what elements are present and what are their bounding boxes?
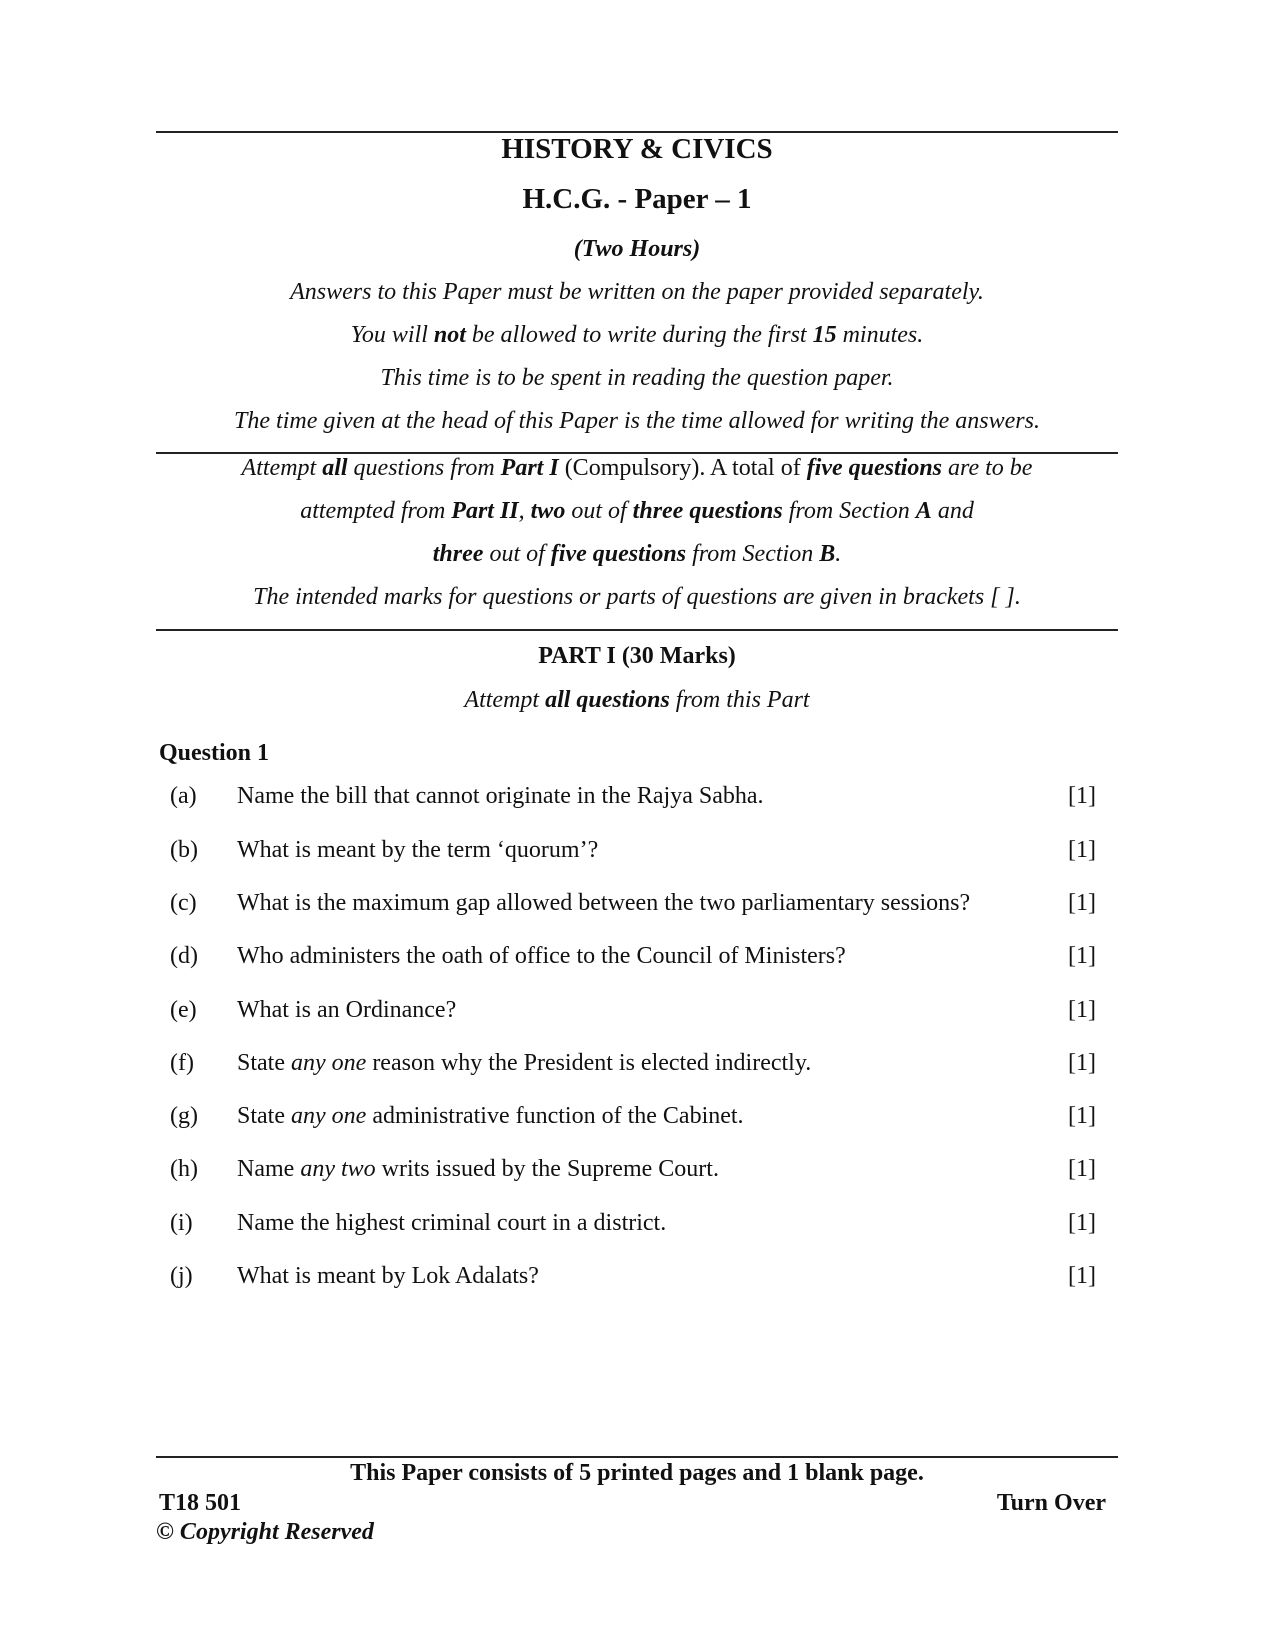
- item-text: State any one reason why the President is elected indirectly.: [237, 1050, 812, 1076]
- question-item: [156, 1210, 1118, 1242]
- item-marks: [1]: [1068, 783, 1096, 809]
- question-item: [156, 997, 1118, 1029]
- item-label: (j): [170, 1263, 193, 1289]
- duration: (Two Hours): [573, 236, 701, 262]
- item-marks: [1]: [1068, 1210, 1096, 1236]
- part-subtitle: Attempt all questions from this Part: [464, 687, 810, 713]
- instructions-rule: [156, 452, 1118, 454]
- question-item: [156, 943, 1118, 975]
- item-marks: [1]: [1068, 1103, 1096, 1129]
- item-text: What is an Ordinance?: [237, 997, 457, 1023]
- item-text: What is meant by Lok Adalats?: [237, 1263, 539, 1289]
- question-item: [156, 1050, 1118, 1082]
- item-label: (b): [170, 837, 198, 863]
- question-item: [156, 1263, 1118, 1295]
- instruction-line-2: You will not be allowed to write during the first 15 minutes.: [350, 322, 924, 348]
- question-item: [156, 1156, 1118, 1188]
- item-label: (h): [170, 1156, 198, 1182]
- question-item: [156, 1103, 1118, 1135]
- page-count-note: This Paper consists of 5 printed pages and 1 blank page.: [350, 1460, 924, 1486]
- question-item: [156, 890, 1118, 922]
- question-item: [156, 837, 1118, 869]
- copyright: © Copyright Reserved: [156, 1519, 374, 1545]
- attempt-line-4: The intended marks for questions or parts of questions are given in brackets [ ].: [253, 584, 1021, 610]
- attempt-line-1: Attempt all questions from Part I (Compulsory). A total of five questions are to be: [241, 455, 1033, 481]
- item-text: What is the maximum gap allowed between the two parliamentary sessions?: [237, 890, 971, 916]
- item-label: (c): [170, 890, 197, 916]
- item-text: State any one administrative function of the Cabinet.: [237, 1103, 744, 1129]
- turn-over: Turn Over: [996, 1490, 1106, 1516]
- item-marks: [1]: [1068, 997, 1096, 1023]
- attempt-line-2: attempted from Part II, two out of three questions from Section A and: [300, 498, 974, 524]
- item-text: Name the bill that cannot originate in the Rajya Sabha.: [237, 783, 764, 809]
- item-text: Who administers the oath of office to the Council of Ministers?: [237, 943, 846, 969]
- item-label: (f): [170, 1050, 194, 1076]
- paper-code: T18 501: [159, 1490, 242, 1516]
- item-marks: [1]: [1068, 1050, 1096, 1076]
- part-rule: [156, 629, 1118, 631]
- item-label: (g): [170, 1103, 198, 1129]
- subject-title: HISTORY & CIVICS: [501, 133, 773, 165]
- item-label: (d): [170, 943, 198, 969]
- item-marks: [1]: [1068, 943, 1096, 969]
- instruction-line-3: This time is to be spent in reading the question paper.: [380, 365, 894, 391]
- item-label: (a): [170, 783, 197, 809]
- item-label: (e): [170, 997, 197, 1023]
- item-marks: [1]: [1068, 1263, 1096, 1289]
- instruction-line-4: The time given at the head of this Paper is the time allowed for writing the answers.: [234, 408, 1040, 434]
- item-marks: [1]: [1068, 837, 1096, 863]
- item-marks: [1]: [1068, 1156, 1096, 1182]
- item-text: Name any two writs issued by the Supreme Court.: [237, 1156, 719, 1182]
- question-item: [156, 783, 1118, 815]
- footer-rule: [156, 1456, 1118, 1458]
- instruction-line-1: Answers to this Paper must be written on the paper provided separately.: [290, 279, 984, 305]
- item-marks: [1]: [1068, 890, 1096, 916]
- item-label: (i): [170, 1210, 193, 1236]
- part-title: PART I (30 Marks): [538, 643, 736, 669]
- paper-title: H.C.G. - Paper – 1: [522, 183, 752, 215]
- attempt-line-3: three out of five questions from Section B.: [432, 541, 842, 567]
- question-heading: Question 1: [159, 740, 270, 766]
- item-text: What is meant by the term ‘quorum’?: [237, 837, 599, 863]
- item-text: Name the highest criminal court in a district.: [237, 1210, 667, 1236]
